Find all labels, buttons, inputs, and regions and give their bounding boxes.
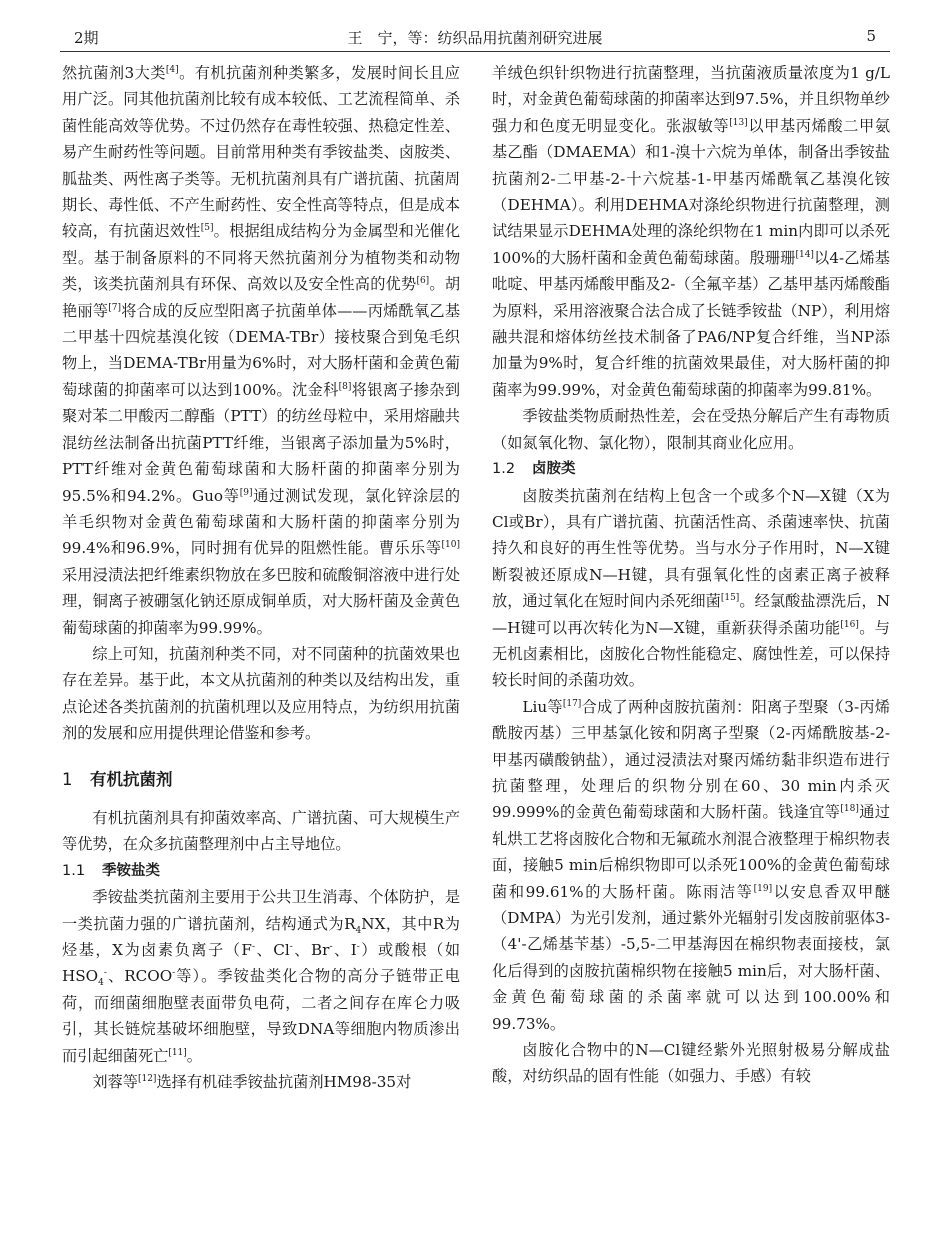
citation: [11] xyxy=(168,1047,187,1058)
citation: [5] xyxy=(200,223,214,234)
section-heading-1: 1 有机抗菌剂 xyxy=(62,769,173,789)
citation: [12] xyxy=(137,1074,157,1085)
paragraph: 季铵盐类物质耐热性差，会在受热分解后产生有毒物质（如氮氧化物、氯化物），限制其商业化应用。 xyxy=(492,407,890,452)
citation: [16] xyxy=(840,619,859,630)
citation: [18] xyxy=(840,804,859,815)
paragraph: 卤胺类抗菌剂在结构上包含一个或多个N—X键（X为Cl或Br），具有广谱抗菌、抗菌活性高、杀菌速率快、抗菌持久和良好的再生性等优势。当与水分子作用时，N—X键断裂被还原成N—H键，具有强氧化性的卤素正离子被释放，通过氧化在短时间内杀死细菌[15]。经氯酸盐漂洗后，N—H键可以再次转化为N—X键，重新获得杀菌功能[16]。与无机卤素相比，卤胺化合物性能稳定、腐蚀性差，可以保持较长时间的杀菌功效。 xyxy=(492,486,890,690)
running-title: 王 宁，等：纺织品用抗菌剂研究进展 xyxy=(347,29,603,47)
citation: [7] xyxy=(108,302,122,313)
paragraph: 综上可知，抗菌剂种类不同，对不同菌种的抗菌效果也存在差异。基于此，本文从抗菌剂的种类以及结构出发，重点论述各类抗菌剂的抗菌机理以及应用特点，为纺织用抗菌剂的发展和应用提供理论借鉴和参考。 xyxy=(62,644,460,743)
section-heading-1-1: 1.1 季铵盐类 xyxy=(62,862,160,879)
citation: [19] xyxy=(753,883,773,894)
issue-label: 2期 xyxy=(74,29,99,47)
citation: [13] xyxy=(729,117,748,128)
section-heading-1-2: 1.2 卤胺类 xyxy=(492,461,576,478)
citation: [8] xyxy=(338,381,352,392)
citation: [15] xyxy=(720,593,740,604)
paragraph: 卤胺化合物中的N—Cl键经紫外光照射极易分解成盐酸，对纺织品的固有性能（如强力、手感）有较 xyxy=(492,1041,890,1086)
paragraph: Liu等[17]合成了两种卤胺抗菌剂：阳离子型聚（3-丙烯酰胺丙基）三甲基氯化铵和阴离子型聚（2-丙烯酰胺基-2-甲基丙磺酸钠盐），通过浸渍法对聚丙烯纺黏非织造布进行抗菌整理，处理后的织物分别在60、30 min内杀灭99.999%的金黄色葡萄球菌和大肠杆菌。钱逢宜等[18]通过轧烘工艺将卤胺化合物和无氟疏水剂混合液整理于棉织物表面，接触5 min后棉织物即可以杀死100%的金黄色葡萄球菌和99.61%的大肠杆菌。陈雨洁等[19]以安息香双甲醚（DMPA）为光引发剂，通过紫外光辐射引发卤胺前驱体3-（4'-乙烯基苄基）-5,5-二甲基海因在棉织物表面接枝，氯化后得到的卤胺抗菌棉织物在接触5 min后，对大肠杆菌、金黄色葡萄球菌的杀菌率就可以达到100.00%和99.73%。 xyxy=(492,697,890,1033)
citation: [9] xyxy=(239,487,253,498)
paragraph: 刘蓉等[12]选择有机硅季铵盐抗菌剂HM98-35对 xyxy=(92,1073,412,1092)
paragraph: 羊绒色织针织物进行抗菌整理，当抗菌液质量浓度为1 g/L时，对金黄色葡萄球菌的抑菌率达到97.5%，并且织物单纱强力和色度无明显变化。张淑敏等[13]以甲基丙烯酸二甲氨基乙酯（DMAEMA）和1-溴十六烷为单体，制备出季铵盐抗菌剂2-二甲基-2-十六烷基-1-甲基丙烯酰氧乙基溴化铵（DEHMA）。利用DEHMA对涤纶织物进行抗菌整理，测试结果显示DEHMA处理的涤纶织物在1 min内即可以杀死100%的大肠杆菌和金黄色葡萄球菌。殷珊珊[14]以4-乙烯基吡啶、甲基丙烯酸甲酯及2-（全氟辛基）乙基甲基丙烯酸酯为原料，采用溶液聚合法合成了长链季铵盐（NP），利用熔融共混和熔体纺丝技术制备了PA6/NP复合纤维，当NP添加量为9%时，复合纤维的抗菌效果最佳，对大肠杆菌的抑菌率为99.99%，对金黄色葡萄球菌的抑菌率为99.81%。 xyxy=(492,64,891,399)
paragraph: 然抗菌剂3大类[4]。有机抗菌剂种类繁多，发展时间长且应用广泛。同其他抗菌剂比较有成本较低、工艺流程简单、杀菌性能高效等优势。不过仍然存在毒性较强、热稳定性差、易产生耐药性等问题。目前常用种类有季铵盐类、卤胺类、胍盐类、两性离子类等。无机抗菌剂具有广谱抗菌、抗菌周期长、毒性低、不产生耐药性、安全性高等特点，但是成本较高，有抗菌迟效性[5]。根据组成结构分为金属型和光催化型。基于制备原料的不同将天然抗菌剂分为植物类和动物类，该类抗菌剂具有环保、高效以及安全性高的优势[6]。胡艳丽等[7]将合成的反应型阳离子抗菌单体——丙烯酰氧乙基二甲基十四烷基溴化铵（DEMA-TBr）接枝聚合到兔毛织物上，当DEMA-TBr用量为6%时，对大肠杆菌和金黄色葡萄球菌的抑菌率可以达到100%。沈金科[8]将银离子掺杂到聚对苯二甲酸丙二醇酯（PTT）的纺丝母粒中，采用熔融共混纺丝法制备出抗菌PTT纤维，当银离子添加量为5%时，PTT纤维对金黄色葡萄球菌和大肠杆菌的抑菌率分别为95.5%和94.2%。Guo等[9]通过测试发现，氯化锌涂层的羊毛织物对金黄色葡萄球菌和大肠杆菌的抑菌率分别为99.4%和96.9%，同时拥有优异的阻燃性能。曹乐乐等[10]采用浸渍法把纤维素织物放在多巴胺和硫酸铜溶液中进行处理，铜离子被硼氢化钠还原成铜单质，对大肠杆菌及金黄色葡萄球菌的抑菌率为99.99%。 xyxy=(62,64,461,637)
page-number: 5 xyxy=(866,27,876,45)
citation: [10] xyxy=(441,540,460,551)
citation: [6] xyxy=(416,276,430,287)
left-column xyxy=(62,60,460,1095)
paragraph: 季铵盐类抗菌剂主要用于公共卫生消毒、个体防护，是一类抗菌力强的广谱抗菌剂，结构通式为$R_4NX$，其中R为烃基，X为卤素负离子（F-、Cl-、Br-、I-）或酸根（如$HSO_4^-$、RCOO-等）。季铵盐类化合物的高分子链带正电荷，而细菌细胞壁表面带负电荷，二者之间存在库仑力吸引，其长链烷基破坏细胞壁，导致DNA等细胞内物质渗出而引起细菌死亡[11]。 xyxy=(62,888,461,1065)
citation: [14] xyxy=(795,249,814,260)
header-rule xyxy=(60,51,890,52)
citation: [17] xyxy=(562,698,582,709)
running-header xyxy=(60,27,890,49)
right-column xyxy=(492,60,890,1090)
citation: [4] xyxy=(165,65,179,75)
paragraph: 有机抗菌剂具有抑菌效率高、广谱抗菌、可大规模生产等优势，在众多抗菌整理剂中占主导地位。 xyxy=(62,808,460,854)
